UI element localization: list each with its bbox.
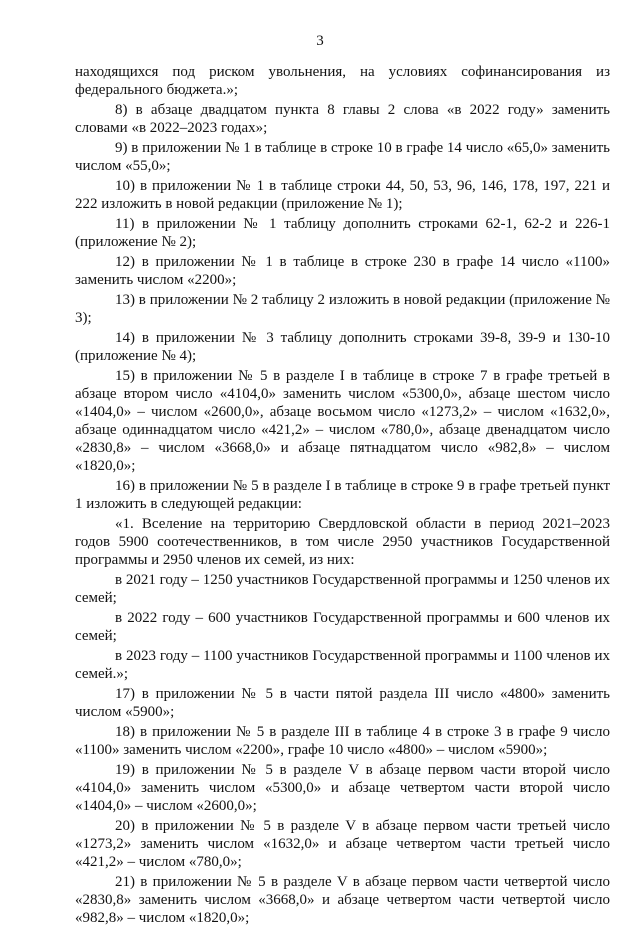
paragraph: 20) в приложении № 5 в разделе V в абзаце первом части третьей число «1273,2» заменить числом «1632,0» и абзаце четвертом части третьей число «421,2» – числом «780,0»; bbox=[75, 818, 610, 870]
paragraph: 14) в приложении № 3 таблицу дополнить строками 39-8, 39-9 и 130-10 (приложение № 4); bbox=[75, 330, 610, 364]
paragraph: 18) в приложении № 5 в разделе III в таблице 4 в строке 3 в графе 9 число «1100» заменить числом «2200», графе 10 число «4800» – числом «5900»; bbox=[75, 724, 610, 758]
paragraph: 10) в приложении № 1 в таблице строки 44, 50, 53, 96, 146, 178, 197, 221 и 222 изложить в новой редакции (приложение № 1); bbox=[75, 178, 610, 212]
paragraph: в 2021 году – 1250 участников Государственной программы и 1250 членов их семей; bbox=[75, 572, 610, 606]
paragraph: 12) в приложении № 1 в таблице в строке 230 в графе 14 число «1100» заменить числом «2200»; bbox=[75, 254, 610, 288]
paragraph: 9) в приложении № 1 в таблице в строке 10 в графе 14 число «65,0» заменить числом «55,0»; bbox=[75, 140, 610, 174]
paragraph: «1. Вселение на территорию Свердловской области в период 2021–2023 годов 5900 соотечественников, в том числе 2950 участников Государственной программы и 2950 членов их семей, из них: bbox=[75, 516, 610, 568]
paragraph: 17) в приложении № 5 в части пятой раздела III число «4800» заменить числом «5900»; bbox=[75, 686, 610, 720]
page-number: 3 bbox=[316, 33, 324, 49]
paragraph: в 2022 году – 600 участников Государственной программы и 600 членов их семей; bbox=[75, 610, 610, 644]
paragraph: 11) в приложении № 1 таблицу дополнить строками 62-1, 62-2 и 226-1 (приложение № 2); bbox=[75, 216, 610, 250]
paragraph: 8) в абзаце двадцатом пункта 8 главы 2 слова «в 2022 году» заменить словами «в 2022–2023 годах»; bbox=[75, 102, 610, 136]
document-body bbox=[75, 63, 610, 929]
paragraph: 21) в приложении № 5 в разделе V в абзаце первом части четвертой число «2830,8» заменить числом «3668,0» и абзаце четвертом части четвертой число «982,8» – числом «1820,0»; bbox=[75, 874, 610, 926]
paragraph: в 2023 году – 1100 участников Государственной программы и 1100 членов их семей.»; bbox=[75, 648, 610, 682]
paragraph: 19) в приложении № 5 в разделе V в абзаце первом части второй число «4104,0» заменить числом «5300,0» и абзаце четвертом части второй число «1404,0» – числом «2600,0»; bbox=[75, 762, 610, 814]
paragraph: находящихся под риском увольнения, на условиях софинансирования из федерального бюджета.»; bbox=[75, 64, 610, 98]
paragraph: 16) в приложении № 5 в разделе I в таблице в строке 9 в графе третьей пункт 1 изложить в следующей редакции: bbox=[75, 478, 610, 512]
paragraph: 15) в приложении № 5 в разделе I в таблице в строке 7 в графе третьей в абзаце втором число «4104,0» заменить числом «5300,0», абзаце шестом число «1404,0» – числом «2600,0», абзаце восьмом число «1273,2» – числом «1632,0», абзаце одиннадцатом число «421,2» – числом «780,0», абзаце двенадцатом число «2830,8» – числом «3668,0» и абзаце пятнадцатом число «982,8» – числом «1820,0»; bbox=[75, 368, 610, 474]
paragraph: 13) в приложении № 2 таблицу 2 изложить в новой редакции (приложение № 3); bbox=[75, 292, 610, 326]
